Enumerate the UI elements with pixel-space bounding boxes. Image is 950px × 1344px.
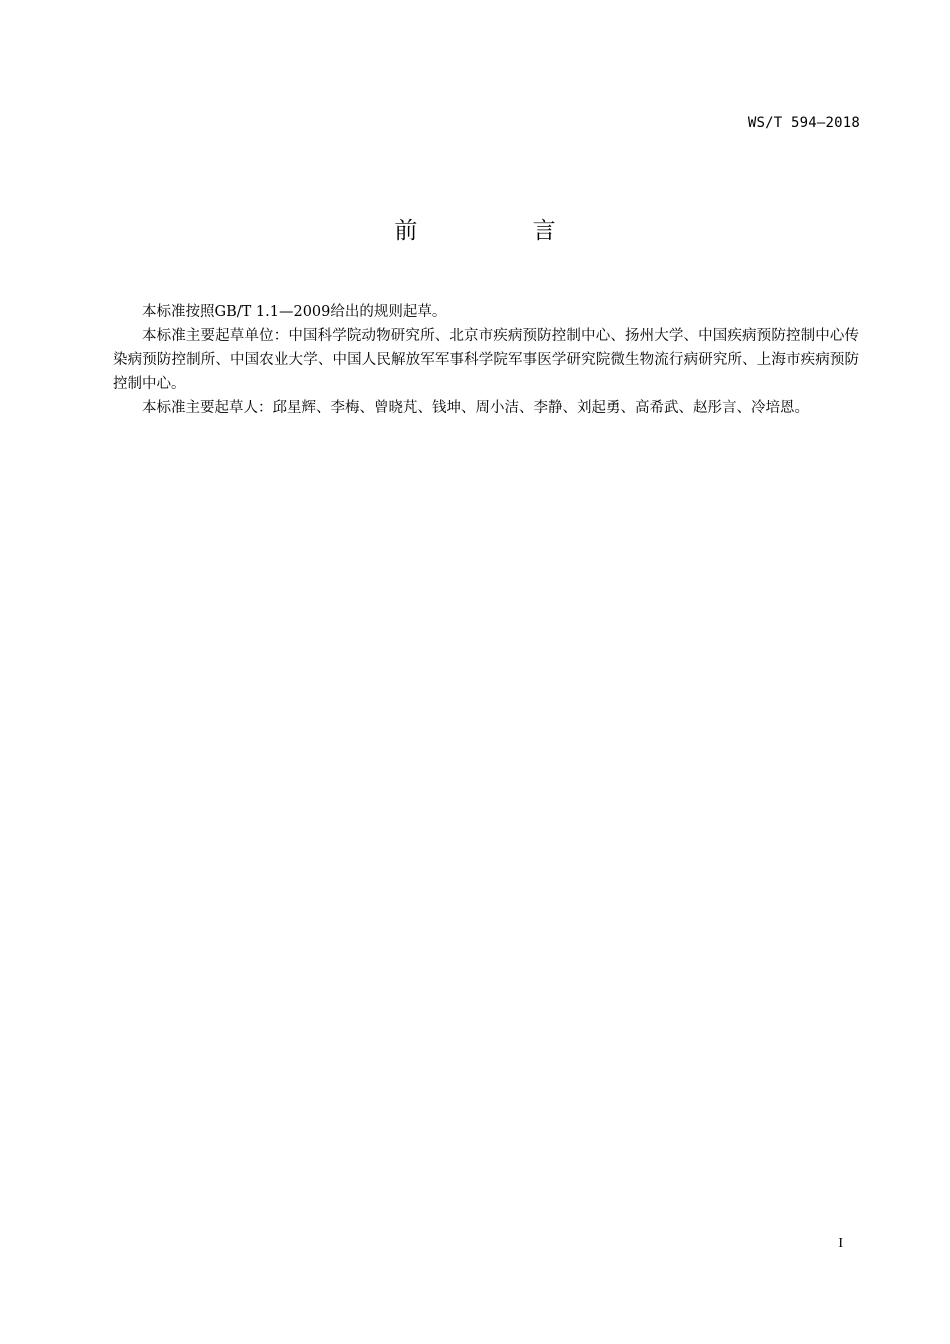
paragraph-drafting-rules: 本标准按照GB/T 1.1—2009给出的规则起草。 — [142, 304, 447, 320]
page-number: I — [838, 1236, 843, 1251]
paragraph-drafting-units: 本标准主要起草单位：中国科学院动物研究所、北京市疾病预防控制中心、扬州大学、中国疾病预防控制中心传染病预防控制所、中国农业大学、中国人民解放军军事科学院军事医学研究院微生物流行病研究所、上海市疾病预防控制中心。 — [113, 328, 859, 392]
paragraph-drafters: 本标准主要起草人：邱星辉、李梅、曾晓芃、钱坤、周小洁、李静、刘起勇、高希武、赵彤言、冷培恩。 — [142, 400, 809, 416]
section-title: 前 言 — [394, 218, 610, 244]
standard-number: WS/T 594—2018 — [747, 115, 860, 131]
foreword-body — [113, 300, 859, 420]
